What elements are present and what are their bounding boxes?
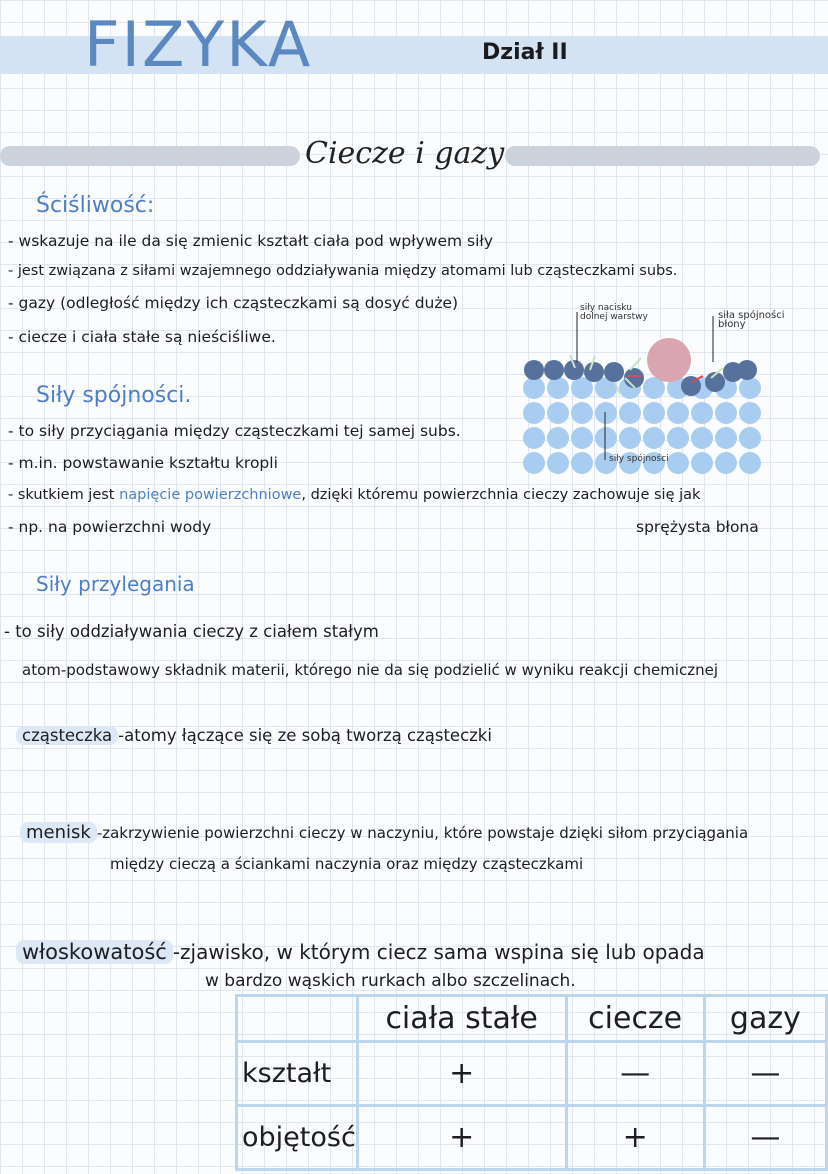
table-row — [237, 1106, 827, 1170]
term-wloskowatosc: włoskowatość — [16, 940, 173, 964]
liquid-particle — [547, 427, 569, 449]
spojnosc-line-4: - np. na powierzchni wody — [8, 518, 212, 536]
surface-particle — [604, 362, 624, 382]
liquid-particle — [715, 427, 737, 449]
liquid-particle — [715, 402, 737, 424]
diagram-label-cohesion: siły spójności — [609, 454, 669, 464]
definition-atom-text: -podstawowy składnik materii, którego nie da się podzielić w wyniku reakcji chemicznej — [60, 661, 718, 679]
przyleganie-line-1: - to siły oddziaływania cieczy z ciałem stałym — [4, 622, 379, 641]
spojnosc-line-1: - to siły przyciągania między cząsteczkami tej samej subs. — [8, 422, 461, 440]
liquid-particle — [571, 402, 593, 424]
liquid-particle — [715, 452, 737, 474]
page-title: FIZYKA — [84, 8, 313, 81]
surface-particle — [737, 360, 757, 380]
scisliwosc-line-1: - wskazuje na ile da się zmienic kształt ciała pod wpływem siły — [8, 232, 494, 250]
heading-przyleganie: Siły przylegania — [36, 572, 195, 596]
liquid-particle — [619, 427, 641, 449]
definition-wloskowatosc — [22, 940, 705, 964]
surface-particle — [524, 360, 544, 380]
liquid-particle — [643, 402, 665, 424]
liquid-particle — [547, 377, 569, 399]
table-cell: + — [357, 1042, 566, 1106]
term-czasteczka: cząsteczka — [16, 726, 118, 745]
states-table — [235, 994, 828, 1171]
definition-menisk — [26, 822, 748, 843]
liquid-particle — [691, 452, 713, 474]
term-atom: atom — [22, 661, 61, 679]
liquid-particle — [691, 427, 713, 449]
surface-particle — [624, 368, 644, 388]
table-header-solids: ciała stałe — [357, 996, 566, 1042]
table-cell: — — [704, 1106, 826, 1170]
table-header-gases: gazy — [704, 996, 826, 1042]
row-label-shape: kształt — [237, 1042, 358, 1106]
liquid-particle — [691, 402, 713, 424]
scisliwosc-line-2: - jest związana z siłami wzajemnego oddziaływania między atomami lub cząsteczkami subs. — [8, 263, 678, 279]
liquid-particle — [739, 427, 761, 449]
table-header-row — [237, 996, 827, 1042]
section-subtitle: Ciecze i gazy — [305, 136, 505, 171]
table-cell: + — [357, 1106, 566, 1170]
liquid-particle — [739, 452, 761, 474]
spojnosc-line-4-right: sprężysta błona — [636, 518, 759, 536]
definition-wloskowatosc-text: -zjawisko, w którym ciecz sama wspina się lub opada — [172, 940, 705, 964]
spojnosc-line-3-prefix: - skutkiem jest — [8, 487, 115, 503]
diagram-label-pressure: siły nacisku dolnej warstwy — [580, 303, 648, 322]
table-cell: — — [704, 1042, 826, 1106]
liquid-particle — [595, 427, 617, 449]
definition-czasteczka-text: -atomy łączące się ze sobą tworzą cząsteczki — [118, 726, 492, 745]
liquid-particle — [667, 452, 689, 474]
table-row — [237, 1042, 827, 1106]
spojnosc-line-3 — [8, 487, 700, 503]
scisliwosc-line-4: - ciecze i ciała stałe są nieściśliwe. — [8, 328, 276, 346]
liquid-particle — [571, 452, 593, 474]
definition-atom — [22, 661, 718, 679]
heading-spojnosc: Siły spójności. — [36, 383, 192, 408]
liquid-particle — [523, 427, 545, 449]
heading-scisliwosc: Ściśliwość: — [36, 193, 155, 218]
surface-particle — [544, 360, 564, 380]
liquid-particle — [523, 452, 545, 474]
table-header-liquids: ciecze — [566, 996, 704, 1042]
liquid-particle — [739, 377, 761, 399]
definition-wloskowatosc-line-2: w bardzo wąskich rurkach albo szczelinach. — [205, 971, 576, 991]
liquid-particle — [547, 402, 569, 424]
liquid-particle — [739, 402, 761, 424]
definition-menisk-text: -zakrzywienie powierzchni cieczy w naczyniu, które powstaje dzięki siłom przyciągania — [96, 824, 749, 842]
liquid-particle — [667, 402, 689, 424]
subtitle-bar-right — [505, 146, 820, 166]
table-corner-cell — [237, 996, 358, 1042]
row-label-volume: objętość — [237, 1106, 358, 1170]
definition-czasteczka — [22, 726, 492, 745]
liquid-particle — [595, 402, 617, 424]
spojnosc-line-3-suffix: , dzięki któremu powierzchnia cieczy zachowuje się jak — [301, 487, 701, 503]
table-cell: + — [566, 1106, 704, 1170]
liquid-particle — [619, 402, 641, 424]
diagram-label-membrane: siła spójności błony — [718, 310, 785, 330]
liquid-particle — [643, 427, 665, 449]
liquid-particle — [571, 427, 593, 449]
definition-menisk-line-2: między cieczą a ściankami naczynia oraz między cząsteczkami — [110, 855, 584, 873]
surface-tension-term: napięcie powierzchniowe — [119, 487, 302, 503]
term-menisk: menisk — [20, 822, 97, 843]
table-cell: — — [566, 1042, 704, 1106]
liquid-particle — [523, 402, 545, 424]
section-label: Dział II — [482, 40, 568, 65]
liquid-particle — [547, 452, 569, 474]
liquid-particle — [667, 427, 689, 449]
foreign-particle — [647, 338, 691, 382]
subtitle-bar-left — [0, 146, 300, 166]
scisliwosc-line-3: - gazy (odległość między ich cząsteczkami są dosyć duże) — [8, 294, 459, 312]
surface-particle — [584, 362, 604, 382]
spojnosc-line-2: - m.in. powstawanie kształtu kropli — [8, 454, 278, 472]
liquid-particle — [523, 377, 545, 399]
